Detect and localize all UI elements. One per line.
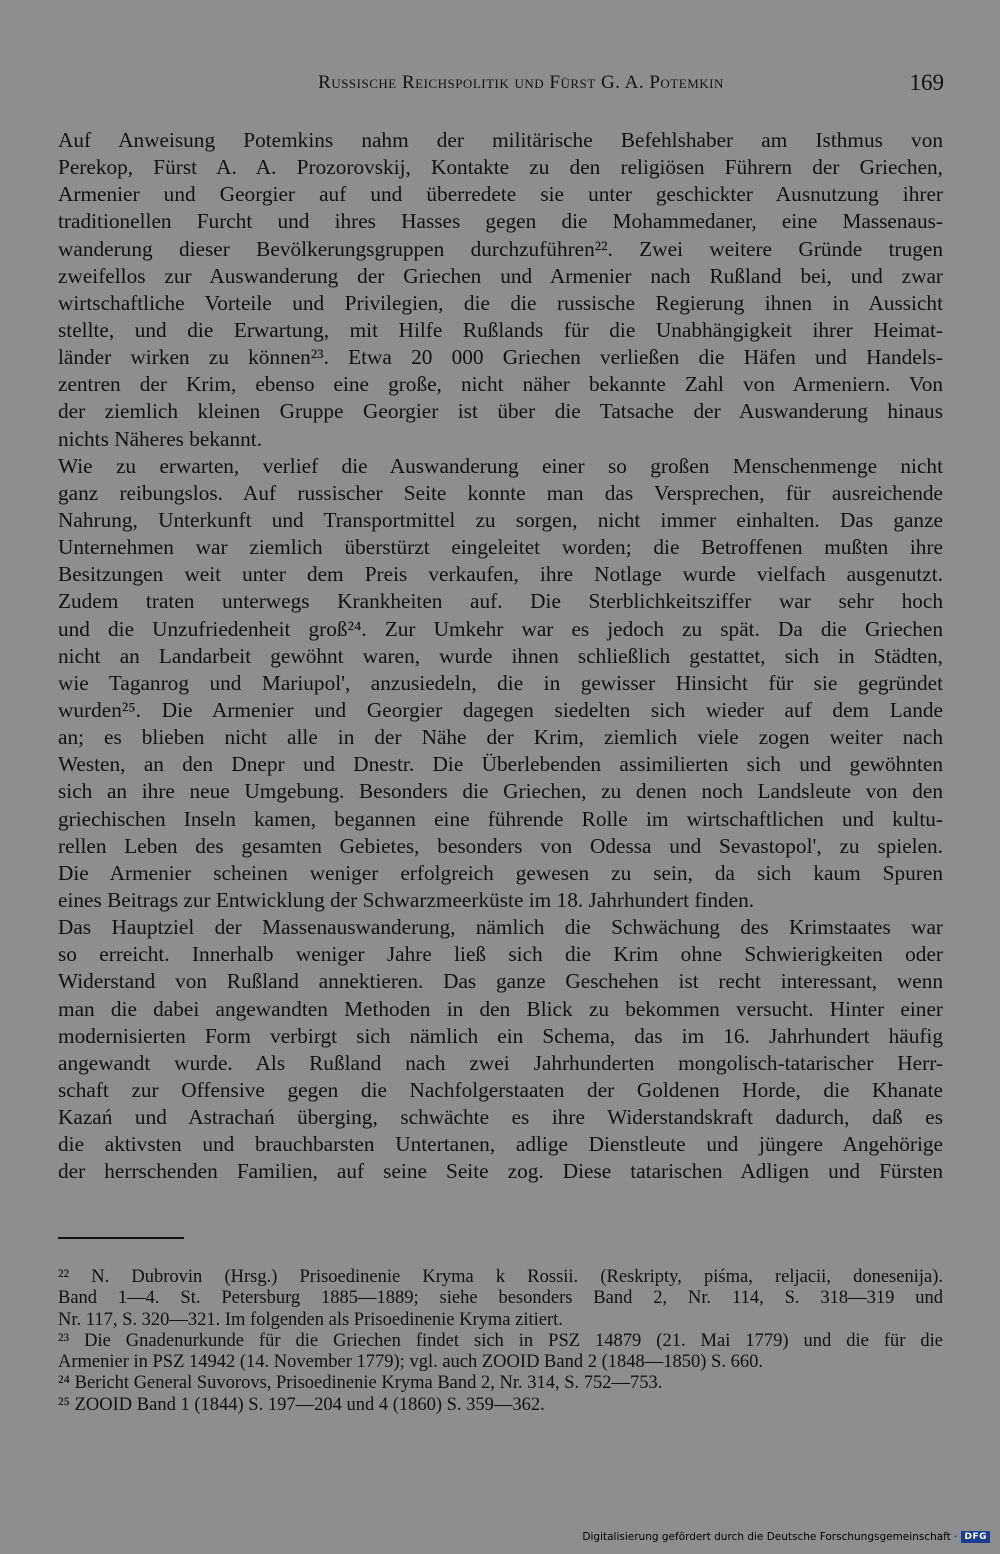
body-line: der ziemlich kleinen Gruppe Georgier ist über die Tatsache der Auswanderung hinaus: [58, 399, 943, 424]
body-line: wirtschaftliche Vorteile und Privilegien, die die russische Regierung ihnen in Aussicht: [58, 290, 943, 315]
footnotes: [58, 1267, 943, 1416]
body-line: griechischen Inseln kamen, begannen eine führende Rolle im wirtschaftlichen und kultu-: [58, 806, 943, 831]
footnote-23-line-2: Armenier in PSZ 14942 (14. November 1779); vgl. auch ZOOID Band 2 (1848—1850) S. 660.: [58, 1352, 763, 1373]
footnote-22-line-2: Band 1—4. St. Petersburg 1885—1889; siehe besonders Band 2, Nr. 114, S. 318—319 und: [58, 1288, 943, 1309]
footnote-24: ²⁴ Bericht General Suvorovs, Prisoedinenie Kryma Band 2, Nr. 314, S. 752—753.: [58, 1373, 663, 1394]
body-line: Unternehmen war ziemlich überstürzt eingeleitet worden; die Betroffenen mußten ihre: [58, 535, 943, 560]
body-line: Besitzungen weit unter dem Preis verkaufen, ihre Notlage wurde vielfach ausgenutzt.: [58, 562, 943, 587]
body-line: Zudem traten unterwegs Krankheiten auf. Die Sterblichkeitsziffer war sehr hoch: [58, 589, 943, 614]
footnote-22-line-1: ²² N. Dubrovin (Hrsg.) Prisoedinenie Kryma k Rossii. (Reskripty, piśma, reljacii, donesenija).: [58, 1267, 943, 1287]
body-line: Perekop, Fürst A. A. Prozorovskij, Kontakte zu den religiösen Führern der Griechen,: [58, 155, 943, 180]
body-line: Wie zu erwarten, verlief die Auswanderung einer so großen Menschenmenge nicht: [58, 453, 943, 478]
body-line: angewandt wurde. Als Rußland nach zwei Jahrhunderten mongolisch-tatarischer Herr-: [58, 1050, 943, 1075]
body-line: wurden²⁵. Die Armenier und Georgier dagegen siedelten sich wieder auf dem Lande: [58, 697, 943, 722]
body-line: länder wirken zu können²³. Etwa 20 000 Griechen verließen die Häfen und Handels-: [58, 345, 943, 370]
body-line: Kazań und Astrachań überging, schwächte es ihre Widerstandskraft dadurch, daß es: [58, 1105, 943, 1130]
footnote-separator: [58, 1237, 184, 1239]
body-line: nichts Näheres bekannt.: [58, 426, 263, 451]
footnote-22-line-3: Nr. 117, S. 320—321. Im folgenden als Prisoedinenie Kryma zitiert.: [58, 1309, 563, 1330]
body-line: zweifellos zur Auswanderung der Griechen und Armenier nach Rußland bei, und zwar: [58, 263, 943, 288]
body-line: Armenier und Georgier auf und überredete sie unter geschickter Ausnutzung ihrer: [58, 182, 943, 207]
dfg-logo-icon: DFG: [961, 1531, 990, 1543]
body-line: Westen, an den Dnepr und Dnestr. Die Überlebenden assimilierten sich und gewöhnten: [58, 752, 943, 777]
running-header: [58, 72, 944, 104]
credit-text: Digitalisierung gefördert durch die Deutsche Forschungsgemeinschaft ·: [582, 1531, 958, 1543]
body-line: die aktivsten und brauchbarsten Untertanen, adlige Dienstleute und jüngere Angehörige: [58, 1132, 943, 1157]
body-line: zentren der Krim, ebenso eine große, nicht näher bekannte Zahl von Armeniern. Von: [58, 372, 943, 397]
body-line: nicht an Landarbeit gewöhnt waren, wurde ihnen schließlich gestattet, sich in Städten,: [58, 643, 943, 668]
footnote-23-line-1: ²³ Die Gnadenurkunde für die Griechen findet sich in PSZ 14879 (21. Mai 1779) und die für die: [58, 1330, 943, 1351]
page-number: 169: [909, 70, 944, 95]
body-line: und die Unzufriedenheit groß²⁴. Zur Umkehr war es jedoch zu spät. Da die Griechen: [58, 616, 943, 641]
body-line: traditionellen Furcht und ihres Hasses gegen die Mohammedaner, eine Massenaus-: [58, 209, 943, 234]
body-line: ganz reibungslos. Auf russischer Seite konnte man das Versprechen, für ausreichende: [58, 480, 943, 505]
body-line: wie Taganrog und Mariupol', anzusiedeln, die in gewisser Hinsicht für sie gegründet: [58, 670, 943, 695]
body-line: stellte, und die Erwartung, mit Hilfe Rußlands für die Unabhängigkeit ihrer Heimat-: [58, 317, 943, 342]
body-line: rellen Leben des gesamten Gebietes, besonders von Odessa und Sevastopol', zu spielen.: [58, 833, 943, 858]
body-line: Nahrung, Unterkunft und Transportmittel zu sorgen, nicht immer einhalten. Das ganze: [58, 507, 943, 532]
footnote-25: ²⁵ ZOOID Band 1 (1844) S. 197—204 und 4 (1860) S. 359—362.: [58, 1394, 545, 1415]
body-line: wanderung dieser Bevölkerungsgruppen durchzuführen²². Zwei weitere Gründe trugen: [58, 236, 943, 261]
body-line: an; es blieben nicht alle in der Nähe der Krim, ziemlich viele zogen weiter nach: [58, 725, 943, 750]
body-line: sich an ihre neue Umgebung. Besonders die Griechen, zu denen noch Landsleute von den: [58, 779, 943, 804]
body-line: Widerstand von Rußland annektieren. Das ganze Geschehen ist recht interessant, wenn: [58, 969, 943, 994]
body-line: Auf Anweisung Potemkins nahm der militärische Befehlshaber am Isthmus von: [58, 128, 943, 152]
running-header-title: Russische Reichspolitik und Fürst G. A. Potemkin: [318, 72, 724, 93]
body-line: Das Hauptziel der Massenauswanderung, nämlich die Schwächung des Krimstaates war: [58, 915, 943, 940]
digitization-credit: [582, 1530, 990, 1544]
body-line: der herrschenden Familien, auf seine Seite zog. Diese tatarischen Adligen und Fürsten: [58, 1159, 943, 1184]
body-text: [58, 127, 943, 1185]
body-line: man die dabei angewandten Methoden in den Blick zu bekommen versucht. Hinter einer: [58, 996, 943, 1021]
body-line: so erreicht. Innerhalb weniger Jahre ließ sich die Krim ohne Schwierigkeiten oder: [58, 942, 943, 967]
body-line: schaft zur Offensive gegen die Nachfolgerstaaten der Goldenen Horde, die Khanate: [58, 1077, 943, 1102]
body-line: modernisierten Form verbirgt sich nämlich ein Schema, das im 16. Jahrhundert häufig: [58, 1023, 943, 1048]
body-line: Die Armenier scheinen weniger erfolgreich gewesen zu sein, da sich kaum Spuren: [58, 860, 943, 885]
body-line: eines Beitrags zur Entwicklung der Schwarzmeerküste im 18. Jahrhundert finden.: [58, 887, 755, 912]
